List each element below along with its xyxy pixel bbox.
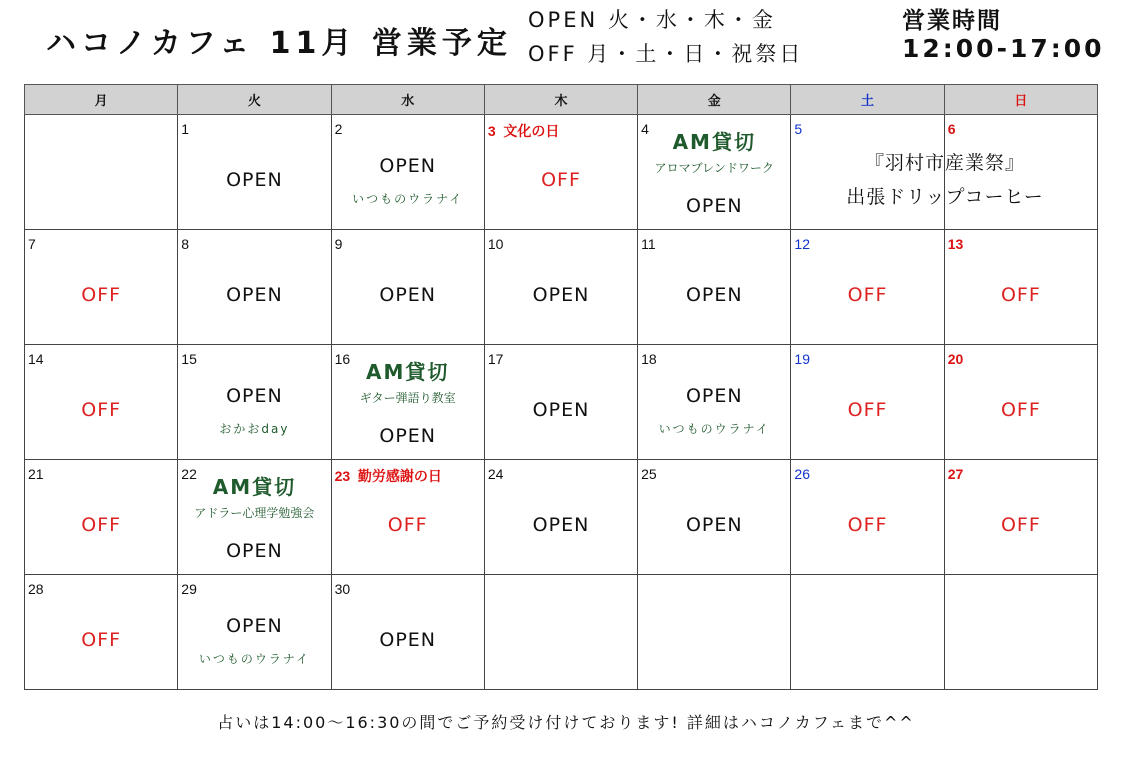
- status-label: OPEN: [379, 284, 437, 306]
- status-label: OFF: [81, 284, 122, 306]
- footer-note: 占いは14:00〜16:30の間でご予約受け付けております! 詳細はハコノカフェまで^^: [217, 713, 915, 732]
- day-number-value: 28: [28, 581, 44, 597]
- calendar-week-row: [25, 460, 1098, 575]
- status-label: OPEN: [226, 385, 283, 407]
- weekday-wed: 水: [331, 85, 484, 115]
- calendar-day-cell: [25, 345, 178, 460]
- day-number: [641, 351, 657, 367]
- calendar-week-row: [25, 575, 1098, 690]
- calendar-day-cell: [484, 345, 637, 460]
- status-label: OFF: [387, 514, 428, 536]
- calendar-day-cell: [638, 115, 791, 230]
- day-number: [488, 236, 504, 252]
- event-label: ギター弾語り教室: [359, 391, 456, 405]
- day-number: [335, 121, 343, 137]
- calendar-day-cell: [638, 230, 791, 345]
- day-number: [948, 351, 964, 367]
- event-label: アロマブレンドワーク: [654, 161, 774, 175]
- day-number-value: 27: [947, 466, 964, 482]
- calendar-day-cell: [791, 230, 944, 345]
- calendar-day-cell: [331, 575, 484, 690]
- day-number-value: 20: [947, 351, 964, 367]
- weekday-mon: 月: [25, 85, 178, 115]
- day-number-value: 19: [794, 351, 810, 367]
- calendar-day-cell: [638, 460, 791, 575]
- status-label: OPEN: [532, 399, 590, 421]
- weekday-thu: 木: [484, 85, 637, 115]
- day-number: [641, 466, 657, 482]
- status-label: OFF: [847, 399, 888, 421]
- day-number: [28, 581, 44, 597]
- status-label: OPEN: [532, 514, 590, 536]
- day-number-value: 16: [334, 351, 351, 367]
- calendar-day-cell: [178, 460, 331, 575]
- weekday-sat: 土: [791, 85, 944, 115]
- calendar-day-cell: [484, 115, 637, 230]
- day-number: [335, 466, 442, 486]
- day-number: [948, 236, 964, 252]
- status-label: OPEN: [379, 629, 437, 651]
- day-number-value: 24: [487, 466, 504, 482]
- day-number-value: 5: [794, 121, 803, 137]
- day-number: [641, 236, 656, 252]
- day-number-value: 6: [947, 121, 956, 137]
- open-days: OPEN 火・水・木・金: [528, 8, 776, 32]
- calendar-day-cell: [331, 230, 484, 345]
- calendar-week-row: [25, 230, 1098, 345]
- fortune-note: おかおday: [219, 422, 290, 436]
- status-label: OPEN: [226, 540, 283, 562]
- day-number: [335, 581, 351, 597]
- calendar-day-cell: [638, 345, 791, 460]
- reservation-label: AM貸切: [212, 475, 297, 499]
- day-number-value: 30: [334, 581, 351, 597]
- day-number-value: 7: [28, 236, 36, 252]
- status-label: OPEN: [379, 155, 437, 177]
- day-number-value: 1: [181, 121, 190, 137]
- calendar-day-cell: [791, 460, 944, 575]
- day-number-value: 12: [794, 236, 810, 252]
- day-number: [335, 236, 343, 252]
- fortune-note: いつものウラナイ: [198, 652, 310, 666]
- day-number-value: 3: [487, 123, 496, 139]
- status-label: OFF: [81, 514, 122, 536]
- day-number: [488, 121, 560, 141]
- calendar-day-cell: [484, 575, 637, 690]
- special-event-detail: 出張ドリップコーヒー: [846, 186, 1044, 208]
- weekday-tue: 火: [178, 85, 331, 115]
- status-label: OFF: [81, 399, 122, 421]
- status-label: OFF: [1000, 284, 1041, 306]
- status-label: OPEN: [685, 514, 743, 536]
- day-number: [181, 581, 197, 597]
- calendar-day-cell: [944, 230, 1097, 345]
- special-event: [792, 146, 1098, 214]
- status-label: OFF: [1000, 514, 1041, 536]
- day-number: [181, 351, 197, 367]
- day-number-value: 8: [181, 236, 190, 252]
- day-number: [181, 236, 189, 252]
- day-number: [28, 236, 36, 252]
- status-label: OPEN: [226, 169, 283, 191]
- calendar-day-cell: [178, 575, 331, 690]
- day-number-value: 23: [334, 468, 351, 484]
- day-number: [794, 351, 810, 367]
- reservation-label: AM貸切: [366, 360, 450, 384]
- day-number-value: 22: [181, 466, 197, 482]
- day-number-value: 14: [28, 351, 44, 367]
- calendar-day-cell: [331, 460, 484, 575]
- status-label: OPEN: [532, 284, 590, 306]
- hours-value: 12:00-17:00: [902, 34, 1105, 63]
- status-label: OPEN: [226, 284, 283, 306]
- calendar-day-cell: [178, 115, 331, 230]
- day-number-value: 18: [641, 351, 657, 367]
- day-number: [794, 466, 810, 482]
- calendar-day-cell: [331, 345, 484, 460]
- calendar-day-cell: [178, 345, 331, 460]
- fortune-note: いつものウラナイ: [658, 422, 770, 436]
- status-label: OPEN: [685, 195, 743, 217]
- day-number: [794, 121, 802, 137]
- day-number: [948, 466, 964, 482]
- day-number-value: 9: [334, 236, 343, 252]
- calendar-day-cell: [178, 230, 331, 345]
- status-label: OFF: [1000, 399, 1041, 421]
- day-number-value: 25: [641, 466, 657, 482]
- day-number-value: 13: [947, 236, 964, 252]
- day-number-value: 2: [334, 121, 343, 137]
- day-number-value: 21: [28, 466, 44, 482]
- off-days: OFF 月・土・日・祝祭日: [528, 42, 804, 66]
- reservation-label: AM貸切: [672, 130, 756, 154]
- calendar-day-cell: [791, 345, 944, 460]
- weekday-fri: 金: [638, 85, 791, 115]
- special-event-title: 『羽村市産業祭』: [864, 152, 1025, 174]
- day-number: [28, 351, 44, 367]
- status-label: OFF: [847, 514, 888, 536]
- weekday-sun: 日: [944, 85, 1097, 115]
- status-label: OPEN: [379, 425, 437, 447]
- status-label: OFF: [81, 629, 122, 651]
- day-number-value: 17: [487, 351, 504, 367]
- status-label: OPEN: [685, 385, 743, 407]
- day-number: [28, 466, 44, 482]
- day-number-value: 26: [794, 466, 810, 482]
- event-label: アドラー心理学勉強会: [194, 506, 315, 520]
- calendar-day-cell: [944, 460, 1097, 575]
- day-number: [488, 351, 504, 367]
- calendar-week-row: [25, 345, 1098, 460]
- calendar-day-cell: [944, 575, 1097, 690]
- status-label: OFF: [847, 284, 888, 306]
- calendar-day-cell: [484, 230, 637, 345]
- calendar-day-cell: [25, 575, 178, 690]
- day-number: [488, 466, 504, 482]
- day-number: [948, 121, 956, 137]
- holiday-name: 文化の日: [503, 123, 560, 139]
- day-number: [794, 236, 810, 252]
- day-number-value: 11: [641, 236, 656, 252]
- day-number-value: 29: [181, 581, 197, 597]
- day-number-value: 15: [181, 351, 197, 367]
- fortune-note: いつものウラナイ: [352, 192, 464, 206]
- calendar-day-cell: [331, 115, 484, 230]
- status-label: OPEN: [226, 615, 283, 637]
- hours-label: 営業時間: [902, 8, 1002, 34]
- day-number-value: 10: [487, 236, 504, 252]
- calendar-day-cell: [638, 575, 791, 690]
- status-label: OPEN: [685, 284, 743, 306]
- day-number-value: 4: [641, 121, 649, 137]
- calendar-day-cell: [791, 575, 944, 690]
- calendar-day-cell: [484, 460, 637, 575]
- calendar-day-cell: [944, 345, 1097, 460]
- page-title: ハコノカフェ 11月 営業予定: [46, 26, 512, 61]
- calendar-day-cell: [25, 230, 178, 345]
- day-number: [181, 121, 189, 137]
- calendar-day-cell: [25, 115, 178, 230]
- status-label: OFF: [541, 169, 581, 191]
- calendar-day-cell: [25, 460, 178, 575]
- holiday-name: 勤労感謝の日: [357, 468, 442, 484]
- weekday-header-row: [25, 85, 1098, 115]
